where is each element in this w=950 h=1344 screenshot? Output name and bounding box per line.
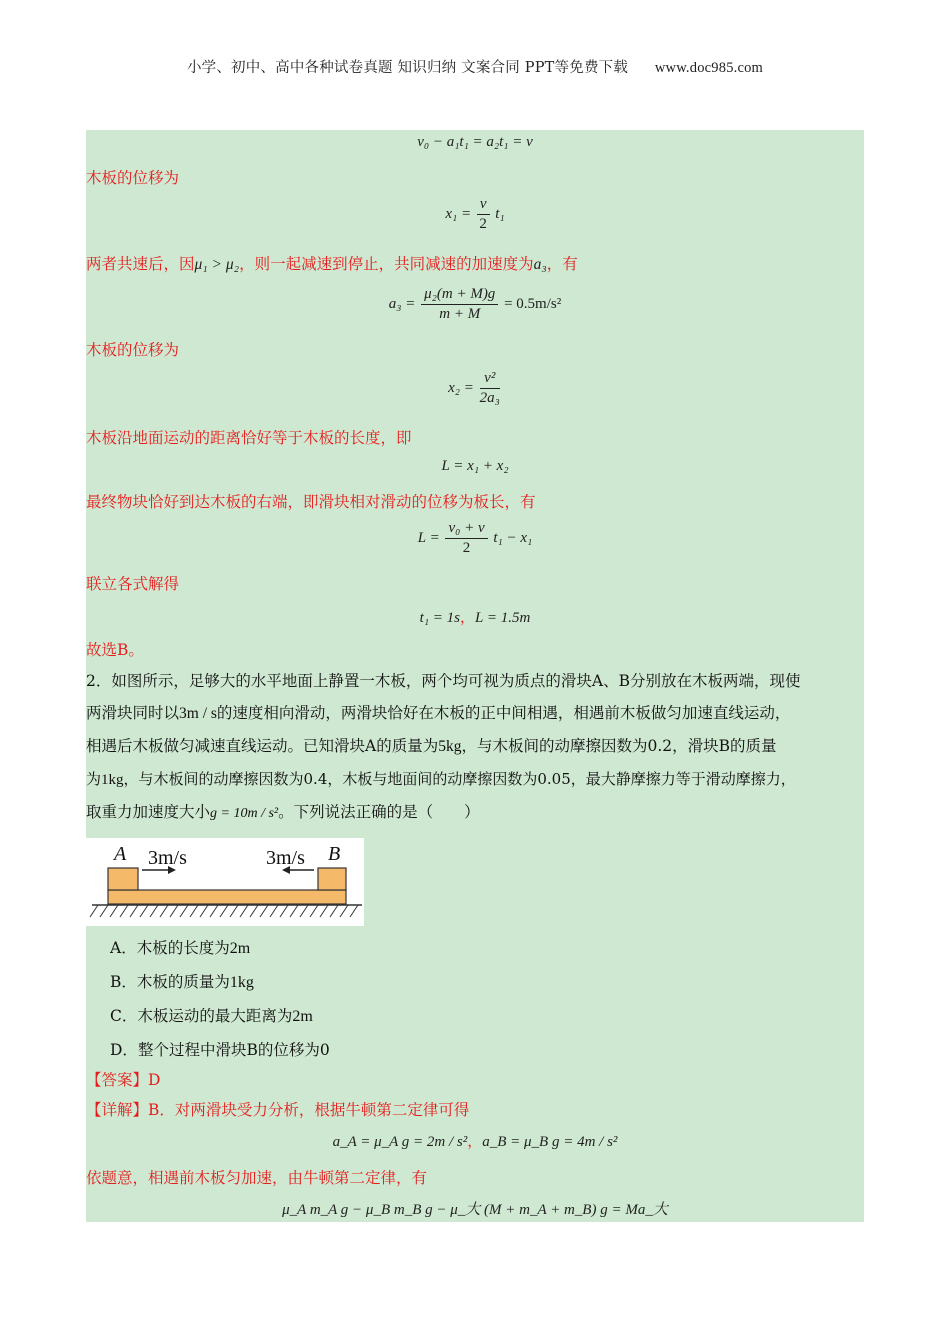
question-seg2b: 的速度相向滑动，两滑块恰好在木板的正中间相遇，相遇前木板做匀加速直线运动， — [216, 704, 791, 722]
question-mass-a: 5kg — [438, 738, 462, 755]
content-area — [86, 130, 864, 1222]
ground-hatching — [90, 905, 358, 917]
equation-velocity: v₀ − a₁t₁ = a₂t₁ = v — [417, 134, 533, 150]
question-figure — [86, 838, 364, 926]
common-speed-pre: 两者共速后，因 — [86, 255, 195, 273]
detail-line-2: 依题意，相遇前木板匀加速，由牛顿第二定律，有 — [86, 1169, 428, 1187]
text-distance: 木板沿地面运动的距离恰好等于木板的长度，即 — [86, 429, 412, 447]
option-c[interactable] — [110, 1004, 313, 1026]
board — [108, 890, 346, 904]
question-speed: 3m / s — [179, 705, 217, 722]
equation-aB: a_B = μ_B g = 4m / s² — [482, 1134, 618, 1150]
header-text: 小学、初中、高中各种试卷真题 知识归纳 文案合同 PPT等免费下载 — [186, 60, 629, 76]
x1-fraction — [477, 196, 490, 233]
text-common-speed — [86, 252, 578, 274]
L-denominator: 2 — [462, 540, 471, 556]
question-line-5 — [86, 796, 864, 830]
question-line-1 — [86, 665, 864, 697]
x1-lhs: x₁ = — [445, 205, 472, 222]
equation-aA: a_A = μ_A g = 2m / s² — [332, 1134, 468, 1150]
answer-line — [86, 1068, 160, 1090]
a3-symbol: a₃ — [533, 256, 547, 273]
detail-text-1: B．对两滑块受力分析，根据牛顿第二定律可得 — [148, 1101, 470, 1119]
result-L: L = 1.5m — [475, 610, 531, 626]
option-c-value: 2m — [292, 1008, 313, 1025]
question-seg5a: 取重力加速度大小 — [86, 803, 211, 821]
common-speed-post: ，有 — [546, 255, 578, 273]
x1-rhs: t₁ — [495, 205, 505, 222]
equation-L-relative — [86, 520, 864, 557]
question-mass-b: 1kg — [101, 772, 124, 788]
L-lhs: L = — [417, 529, 440, 546]
a3-numerator: μ₂(m + M)g — [421, 286, 498, 305]
text-board-displacement-2: 木板的位移为 — [86, 341, 180, 359]
x2-denominator: 2a₃ — [479, 390, 500, 406]
page-header — [0, 56, 950, 77]
option-a-value: 2m — [229, 940, 251, 957]
question-seg1: 如图所示，足够大的水平地面上静置一木板，两个均可视为质点的滑块A、B分别放在木板两端，现使 — [111, 672, 801, 690]
x1-denominator: 2 — [479, 216, 487, 232]
x2-fraction — [480, 370, 500, 407]
result-separator: ， — [460, 610, 476, 626]
question-seg3b: ，与木板间的动摩擦因数为0.2，滑块B的质量 — [461, 737, 777, 755]
figure-diagram — [86, 838, 364, 926]
question-seg2a: 两滑块同时以 — [86, 704, 180, 722]
equation-x2 — [86, 370, 864, 407]
label-a: A — [114, 843, 127, 865]
header-url[interactable]: www.doc985.com — [654, 60, 764, 76]
text-board-displacement-1: 木板的位移为 — [86, 169, 180, 187]
label-speed-b: 3m/s — [266, 847, 305, 869]
question-seg4a: 为 — [86, 770, 102, 788]
question-number: 2． — [86, 672, 112, 690]
option-d[interactable] — [110, 1038, 330, 1060]
x1-numerator: v — [477, 196, 490, 215]
x2-numerator: v² — [480, 370, 500, 389]
text-solve: 联立各式解得 — [86, 575, 180, 593]
L-numerator: v₀ + v — [445, 520, 487, 539]
option-a-text: 木板的长度为 — [136, 939, 230, 957]
question-2 — [86, 665, 864, 830]
L-rhs: t₁ − x₁ — [493, 529, 533, 546]
label-b: B — [328, 843, 341, 865]
question-seg4b: ，与木板间的动摩擦因数为0.4，木板与地面间的动摩擦因数为0.05，最大静摩擦力等于滑动摩擦力， — [123, 770, 796, 788]
mu-compare: μ₁ > μ₂ — [194, 256, 240, 273]
question-seg5b: 。下列说法正确的是（ ） — [278, 803, 480, 821]
answer-value: D — [148, 1071, 161, 1089]
option-d-text: 整个过程中滑块B的位移为0 — [137, 1041, 330, 1059]
question-line-3 — [86, 730, 864, 763]
question-line-2 — [86, 697, 864, 730]
detail-line-1 — [86, 1098, 469, 1120]
question-line-4 — [86, 763, 864, 796]
answer-tag: 【答案】 — [86, 1071, 149, 1089]
a3-denominator: m + M — [439, 306, 481, 322]
detail-tag: 【详解】 — [86, 1101, 149, 1119]
text-final-position: 最终物块恰好到达木板的右端，即滑块相对滑动的位移为板长，有 — [86, 493, 536, 511]
equation-x1 — [86, 196, 864, 233]
a3-fraction — [421, 286, 498, 323]
option-b-text: 木板的质量为 — [136, 973, 230, 991]
question-seg3a: 相遇后木板做匀减速直线运动。已知滑块A的质量为 — [86, 737, 439, 755]
option-a[interactable] — [110, 936, 250, 958]
option-b-value: 1kg — [229, 974, 254, 991]
result-t1: t₁ = 1s — [419, 610, 461, 626]
L-fraction — [445, 520, 487, 557]
label-speed-a: 3m/s — [148, 847, 187, 869]
equation-results — [86, 606, 864, 627]
text-choice: 故选B。 — [86, 641, 144, 659]
question-gravity: g = 10m / s² — [210, 806, 279, 821]
x2-lhs: x₂ = — [448, 379, 474, 396]
equation-L-sum: L = x₁ + x₂ — [441, 458, 509, 474]
common-speed-mid: ，则一起减速到停止，共同减速的加速度为 — [239, 255, 534, 273]
a3-lhs: a₃ = — [388, 295, 416, 312]
equation-separator: ， — [467, 1134, 483, 1150]
option-d-letter: D． — [110, 1041, 138, 1059]
equation-a3 — [86, 286, 864, 323]
equation-accelerations — [86, 1130, 864, 1151]
block-a — [108, 868, 138, 890]
option-c-letter: C． — [110, 1007, 138, 1025]
option-b[interactable] — [110, 970, 254, 992]
block-b — [318, 868, 346, 890]
option-b-letter: B． — [110, 973, 137, 991]
option-a-letter: A． — [110, 939, 137, 957]
a3-rhs: = 0.5m/s² — [504, 295, 562, 312]
equation-board-newton: μ_A m_A g − μ_B m_B g − μ_大 (M + m_A + m_B) g = Ma_大 — [282, 1202, 668, 1218]
option-c-text: 木板运动的最大距离为 — [137, 1007, 293, 1025]
